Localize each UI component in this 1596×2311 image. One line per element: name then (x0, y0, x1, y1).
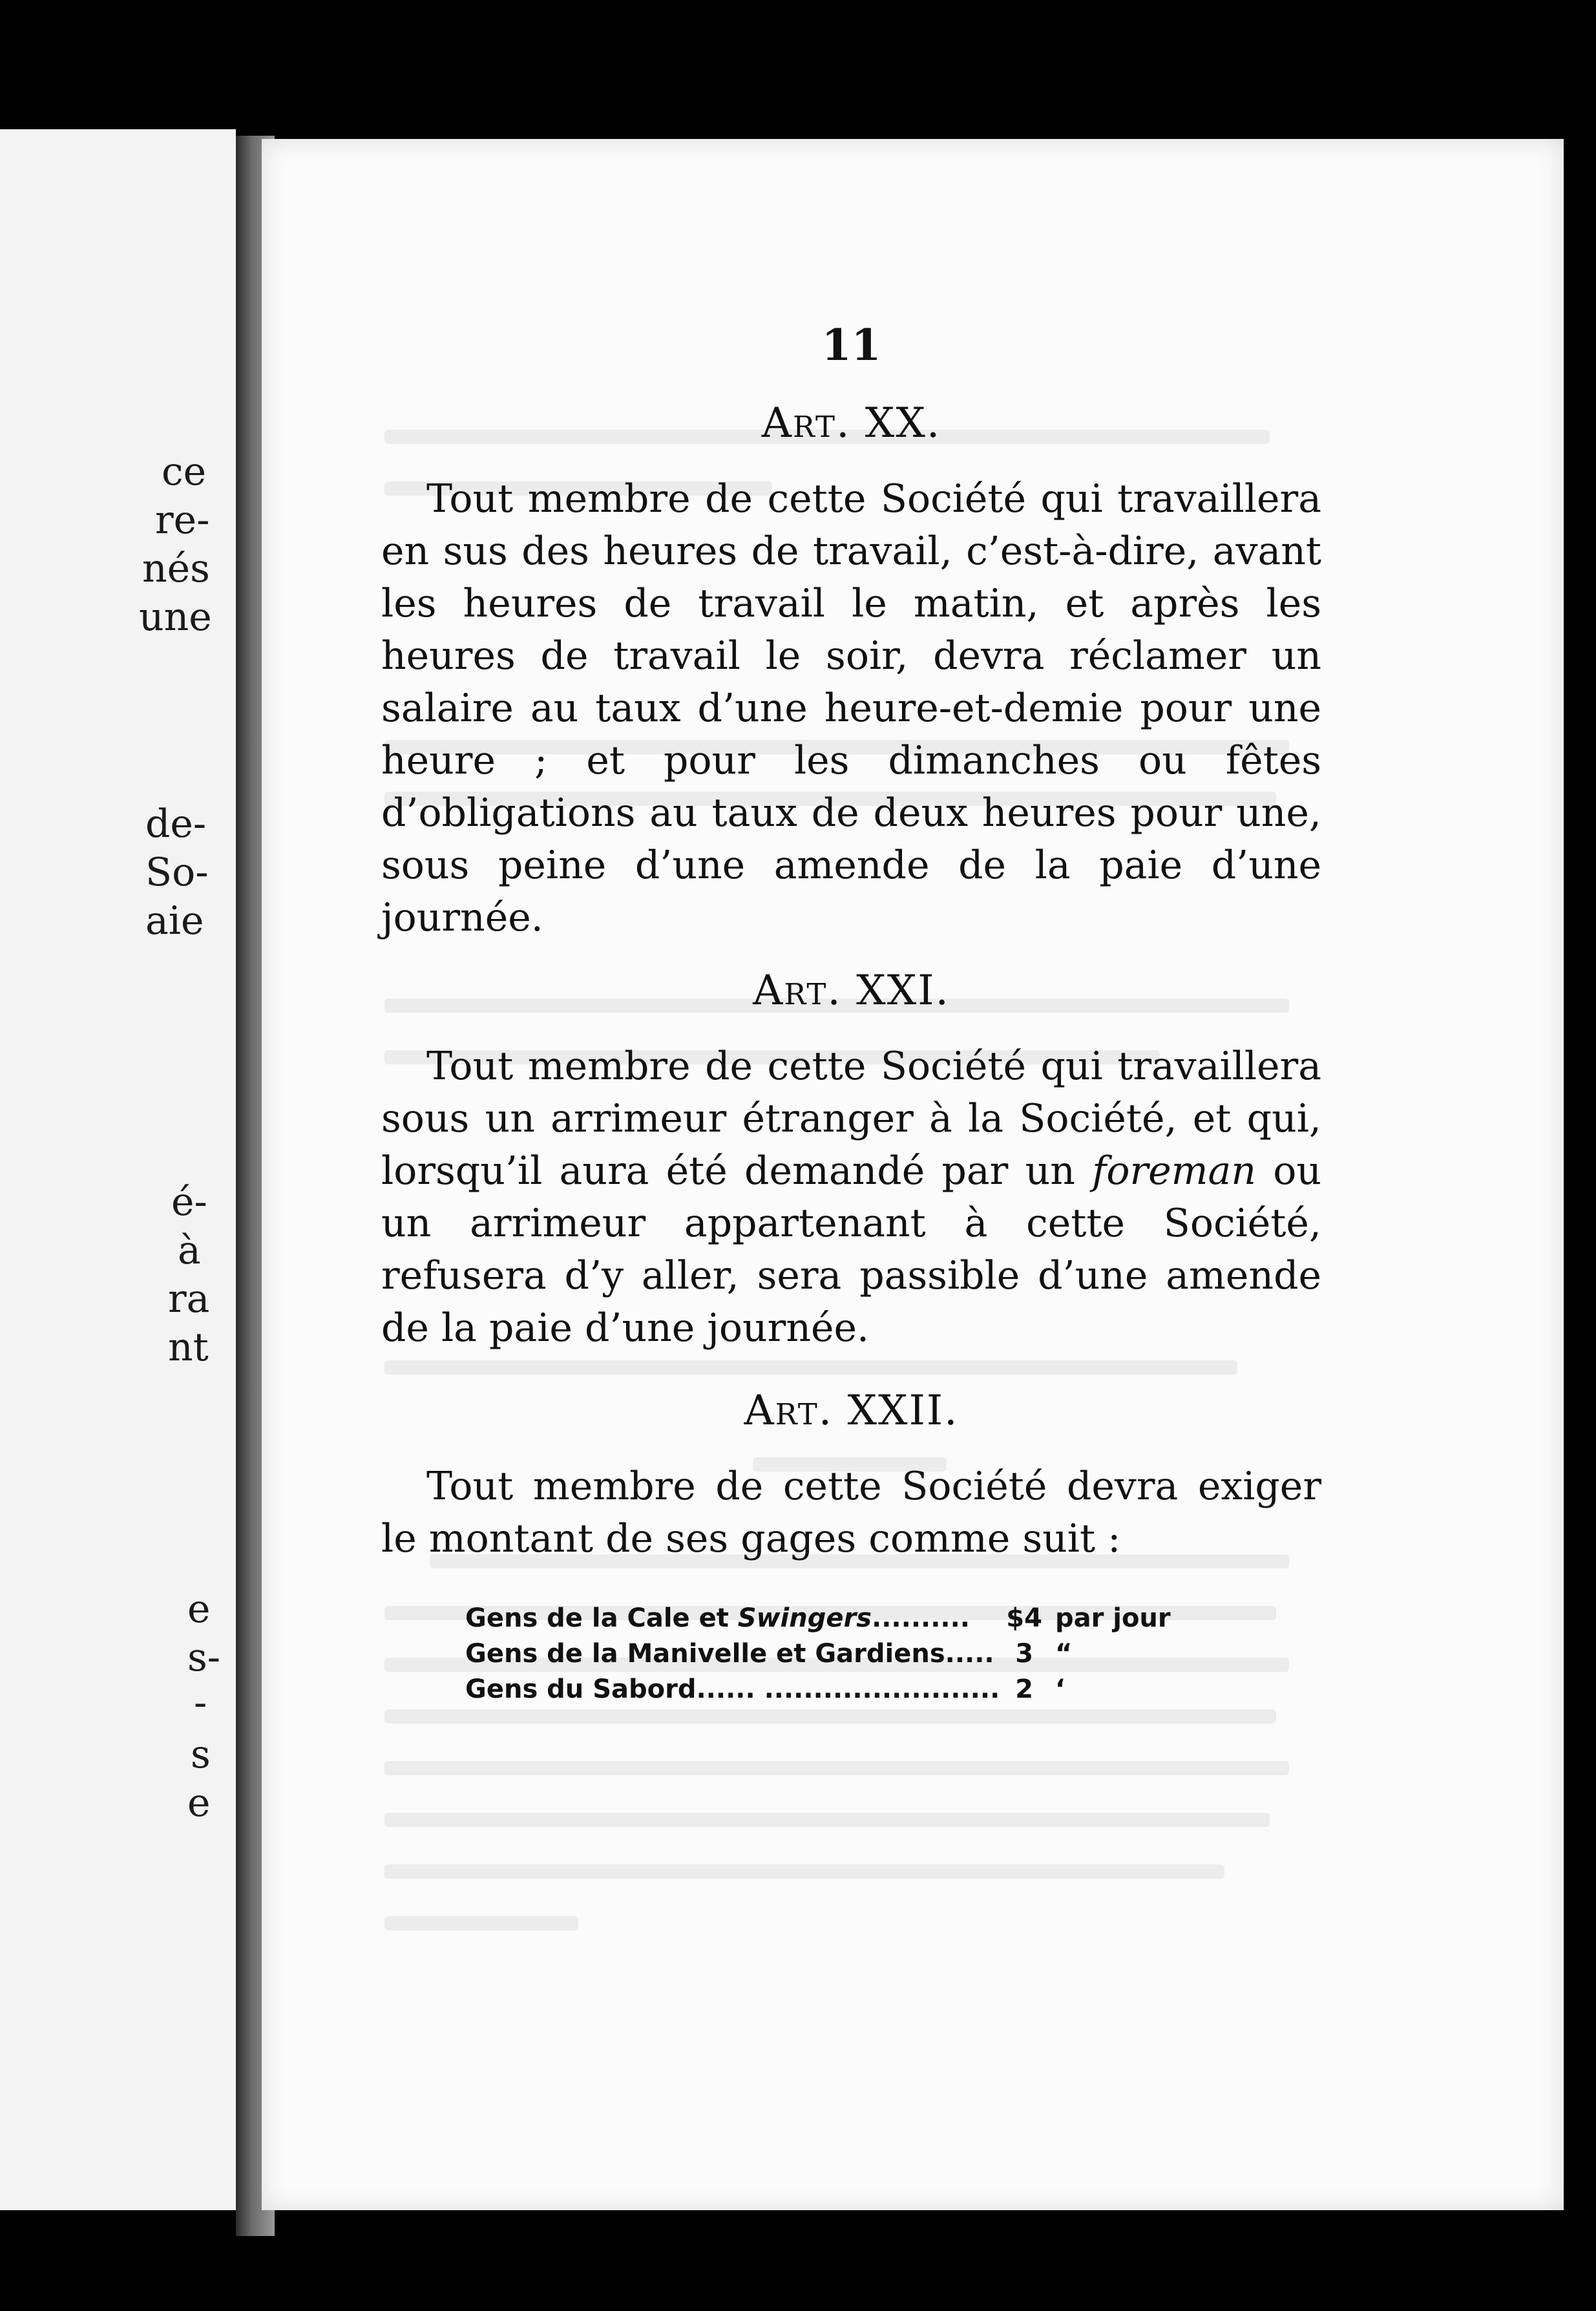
left-page-text: nt (168, 1325, 209, 1370)
left-page-text: s (191, 1732, 211, 1777)
dot-leader: .......... (872, 1603, 970, 1633)
dot-leader: ...... ........................ (696, 1674, 1000, 1704)
left-page-text: aie (145, 898, 204, 944)
left-page-text: ce (162, 449, 207, 494)
article-paragraph: Tout membre de cette Société qui travaillera en sus des heures de travail, c’est-à-dire, avant les heures de travail le matin, et après les heures de travail le soir, devra réclamer un salaire au taux d’une heure-et-demie pour une heure ; et pour les dimanches ou fêtes d’obligations au taux de deux heures pour une, sous peine d’une amende de la paie d’une journée. (381, 476, 1321, 940)
wage-category (465, 1672, 1000, 1707)
paragraph-text: ou un arrimeur appartenant à cette Société, refusera d’y aller, sera passible d’une amende de la paie d’une journée. (381, 1148, 1321, 1351)
article-paragraph (381, 1040, 1321, 1355)
article-prefix: Art. (744, 1387, 834, 1435)
article-numeral: XX. (865, 399, 941, 447)
left-page-text: une (139, 595, 212, 640)
left-page-text: e (187, 1587, 211, 1632)
wage-row (465, 1601, 1171, 1636)
wage-amount: 2 (1015, 1674, 1034, 1704)
wage-row (465, 1672, 1171, 1707)
left-page-fragment (0, 129, 236, 2210)
article-numeral: XXII. (847, 1387, 959, 1435)
left-page-text: e (187, 1780, 211, 1826)
article-numeral: XXI. (856, 967, 950, 1015)
wage-category (465, 1636, 1000, 1672)
left-page-text: s- (187, 1635, 221, 1680)
wage-amount: 3 (1015, 1639, 1034, 1669)
wage-category-text: Gens du Sabord (465, 1674, 697, 1704)
left-page-text: ra (168, 1276, 210, 1322)
wage-row (465, 1636, 1171, 1672)
article-heading (381, 399, 1321, 447)
left-page-text: re- (155, 498, 210, 543)
paragraph-italic-term: foreman (1092, 1148, 1256, 1194)
wage-category (465, 1601, 1000, 1636)
article-paragraph: Tout membre de cette Société devra exiger le montant de ses gages comme suit : (381, 1464, 1321, 1561)
left-page-text: à (178, 1228, 201, 1273)
left-page-text: So- (145, 850, 209, 895)
dot-leader: ..... (945, 1639, 994, 1669)
wage-amount: $4 (1006, 1603, 1042, 1633)
article-heading (381, 967, 1321, 1015)
left-page-text: nés (142, 546, 210, 591)
wage-category-text: Gens de la Manivelle et Gardiens (465, 1639, 945, 1669)
article-heading (381, 1387, 1321, 1435)
page-number: 11 (821, 320, 881, 370)
wage-unit: par jour (1055, 1603, 1171, 1633)
left-page-text: é- (171, 1179, 207, 1225)
wage-unit: ‘ (1055, 1674, 1066, 1704)
wage-category-text: Gens de la Cale et (465, 1603, 738, 1633)
wage-table (465, 1601, 1171, 1707)
right-page (262, 139, 1564, 2210)
left-page-text: - (194, 1680, 207, 1725)
paragraph-text: Tout membre de cette Société qui travaillera sous un arrimeur étranger à la Société, et qui, lorsqu’il aura été demandé par un (381, 1044, 1321, 1194)
wage-unit: “ (1055, 1639, 1073, 1669)
left-page-text: de- (145, 801, 207, 847)
wage-category-italic: Swingers (737, 1603, 872, 1633)
article-prefix: Art. (761, 399, 851, 447)
page-content (381, 320, 1321, 1707)
article-prefix: Art. (753, 967, 842, 1015)
